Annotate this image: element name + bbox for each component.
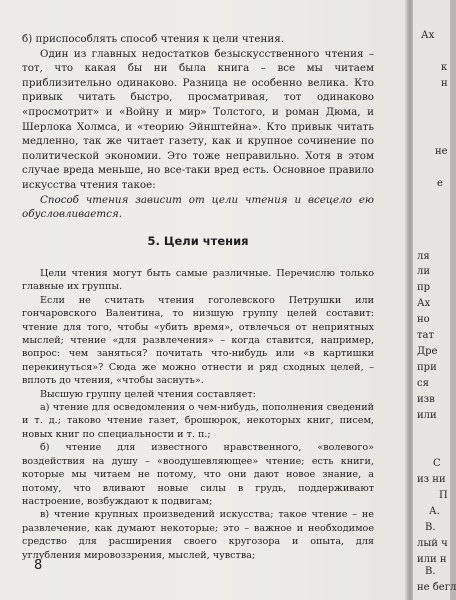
fragment: но [417, 314, 430, 325]
paragraph: Цели чтения могут быть самые различные. Перечислю только главные их группы. [22, 268, 374, 293]
fragment: ля [417, 251, 430, 262]
paragraph: Один из главных недостатков безыскусственного чтения – тот, что какая бы ни была книга – все мы читаем приблизительно одинаково. Разница не особенно велика. Кто привык читать быстро, просматривая, тот одинаково «просмотрит» и «Войну и мир» Толстого, и роман Дюма, и Шерлока Холмса, и «теорию Эйнштейна». Кто привык читать медленно, так же читает газету, как и крупное сочинение по политической экономии. Это тоже неправильно. Хотя в этом случае вреда меньше, но все-таки вред есть. Основное правило искусства чтения такое: [22, 47, 374, 191]
paragraph: б) приспособлять способ чтения к цели чтения. [22, 33, 284, 45]
fragment: изв [417, 394, 435, 405]
fragment: С [433, 458, 441, 469]
list-item: в) чтение крупных произведений искусства; такое чтение – не развлечение, как думают некоторые; это – важное и необходимое средство для расширения своего кругозора и опыта, для углубления мировоззрения, мыслей, чувства; [22, 509, 374, 561]
fragment: лый ч [417, 538, 448, 549]
fragment: В. [425, 522, 436, 533]
fragment: из ни [417, 474, 446, 485]
paragraph: Если не считать чтения гоголевского Петрушки или гончаровского Валентина, то низшую группу целей составит: чтение для того, чтобы «убить время», отвлечься от неприятных мыслей; чтение «для развлечения» – когда ставится, например, вопрос: чем заняться? почитать что-нибудь или «в картишки перекинуться»? Сюда же можно отнести и ряд сходных целей, – вплоть до чтения, «чтобы заснуть». [22, 294, 374, 387]
book-page-right-edge [413, 0, 456, 600]
fragment: П [439, 490, 448, 501]
list-item: б) чтение для известного нравственного, «волевого» воздействия на душу – «воодушевляющее» чтение; есть книги, которые мы читаем не потому, что они дают новое знание, а потому, что вливают новые силы в грудь, поддерживают настроение, возбуждают к подвигам; [22, 442, 374, 507]
fragment: или н [417, 554, 447, 565]
fragment: не [435, 146, 448, 157]
fragment: при [417, 362, 437, 373]
fragment: пр [417, 282, 431, 293]
paragraph: Высшую группу целей чтения составляет: [40, 388, 256, 400]
fragment: Ах [421, 30, 435, 41]
fragment: тат [417, 330, 435, 341]
rule-paragraph: Способ чтения зависит от цели чтения и всецело ею обусловливается. [22, 193, 374, 221]
page-number: 8 [34, 558, 43, 573]
fragment: е [437, 178, 443, 189]
fragment: не бегл [417, 582, 456, 593]
text-block-top [22, 32, 374, 222]
fragment: Дре [417, 346, 438, 357]
fragment: н [441, 78, 448, 89]
fragment: ся [417, 378, 429, 389]
text-block-bottom [22, 267, 374, 562]
list-item: а) чтение для осведомления о чем-нибудь, пополнения сведений и т. д.; таково чтение газет, брошюрок, некоторых книг, писем, новых книг по специальности и т. п.; [22, 402, 374, 440]
fragment: В. [425, 566, 436, 577]
fragment: Ах [417, 298, 431, 309]
fragment: или [417, 410, 437, 421]
fragment: к [441, 62, 448, 73]
fragment: ли [417, 266, 431, 277]
section-title: 5. Цели чтения [147, 234, 249, 248]
fragment: А. [429, 506, 440, 517]
